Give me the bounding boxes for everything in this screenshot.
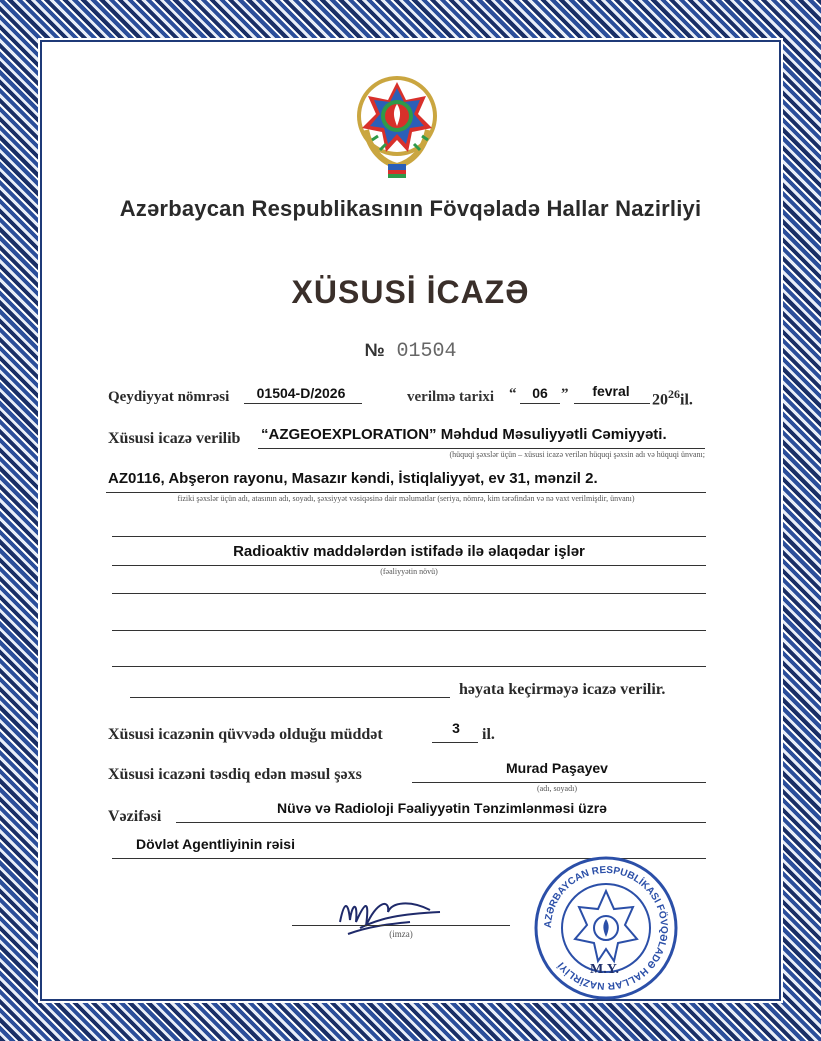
signature-caption: (imza) [389, 929, 413, 939]
quote-close: ” [561, 386, 569, 402]
official-stamp-icon [533, 855, 679, 1001]
underline [112, 536, 706, 537]
issued-to-caption: (hüquqi şəxslər üçün – xüsusi icazə verilən hüquqi şəxsin adı və hüquqi ünvanı; [449, 450, 705, 459]
underline [130, 697, 450, 698]
registration-number: 01504-D/2026 [256, 385, 346, 401]
approver-caption: (adı, soyadı) [537, 784, 577, 793]
underline [574, 403, 650, 404]
quote-open: “ [509, 386, 517, 402]
activity-value: Radioaktiv maddələrdən istifadə ilə əlaqədar işlər [233, 543, 585, 560]
stamp-ring-text: AZƏRBAYCAN RESPUBLİKASI FÖVQƏLADƏ HALLAR NAZİRLİYİ [542, 864, 670, 992]
underline [112, 593, 706, 594]
date-year: $20^{26}il$. [652, 387, 693, 409]
approver-name: Murad Paşayev [506, 760, 608, 776]
activity-caption: (fəaliyyətin növü) [380, 567, 438, 576]
address-caption: fiziki şəxslər üçün adı, atasının adı, soyadı, şəxsiyyət vəsiqəsinə dair məlumatlar (seriya, nömrə, kim tərəfindən və nə vaxt verilmişdir, ünvanı) [177, 494, 635, 503]
position-label: Vəzifəsi [108, 808, 162, 825]
date-label: verilmə tarixi [407, 389, 495, 405]
position-line1: Nüvə və Radioloji Fəaliyyətin Tənzimlənməsi üzrə [277, 800, 607, 816]
underline [258, 448, 705, 449]
registration-label: Qeydiyyat nömrəsi [108, 389, 230, 405]
approver-label: Xüsusi icazəni təsdiq edən məsul şəxs [108, 766, 362, 783]
underline [176, 822, 706, 823]
underline [520, 403, 560, 404]
underline [412, 782, 706, 783]
number-value: 01504 [396, 340, 457, 363]
ministry-name: Azərbaycan Respublikasının Fövqəladə Hallar Nazirliyi [119, 196, 702, 221]
state-emblem-icon [352, 70, 442, 182]
stamp-initials: M.Y. [590, 962, 620, 977]
underline [112, 565, 706, 566]
signature-line [292, 925, 510, 926]
underline [432, 742, 478, 743]
issued-to-value: “AZGEOEXPLORATION” Məhdud Məsuliyyətli Cəmiyyəti. [261, 426, 667, 443]
underline [112, 666, 706, 667]
date-month: fevral [592, 383, 630, 399]
underline [244, 403, 362, 404]
underline [106, 492, 706, 493]
validity-unit: il. [482, 726, 495, 743]
number-symbol: № [364, 340, 385, 360]
underline [112, 630, 706, 631]
date-day: 06 [532, 385, 548, 401]
issued-to-address: AZ0116, Abşeron rayonu, Masazır kəndi, İstiqlaliyyət, ev 31, mənzil 2. [108, 470, 598, 487]
validity-label: Xüsusi icazənin qüvvədə olduğu müddət [108, 726, 383, 743]
document-title: XÜSUSİ İCAZƏ [291, 274, 530, 310]
position-line2: Dövlət Agentliyinin rəisi [136, 836, 295, 852]
validity-value: 3 [452, 720, 460, 736]
document-number [60, 340, 761, 363]
issued-to-label: Xüsusi icazə verilib [108, 430, 241, 447]
activity-closing: həyata keçirməyə icazə verilir. [459, 681, 666, 698]
